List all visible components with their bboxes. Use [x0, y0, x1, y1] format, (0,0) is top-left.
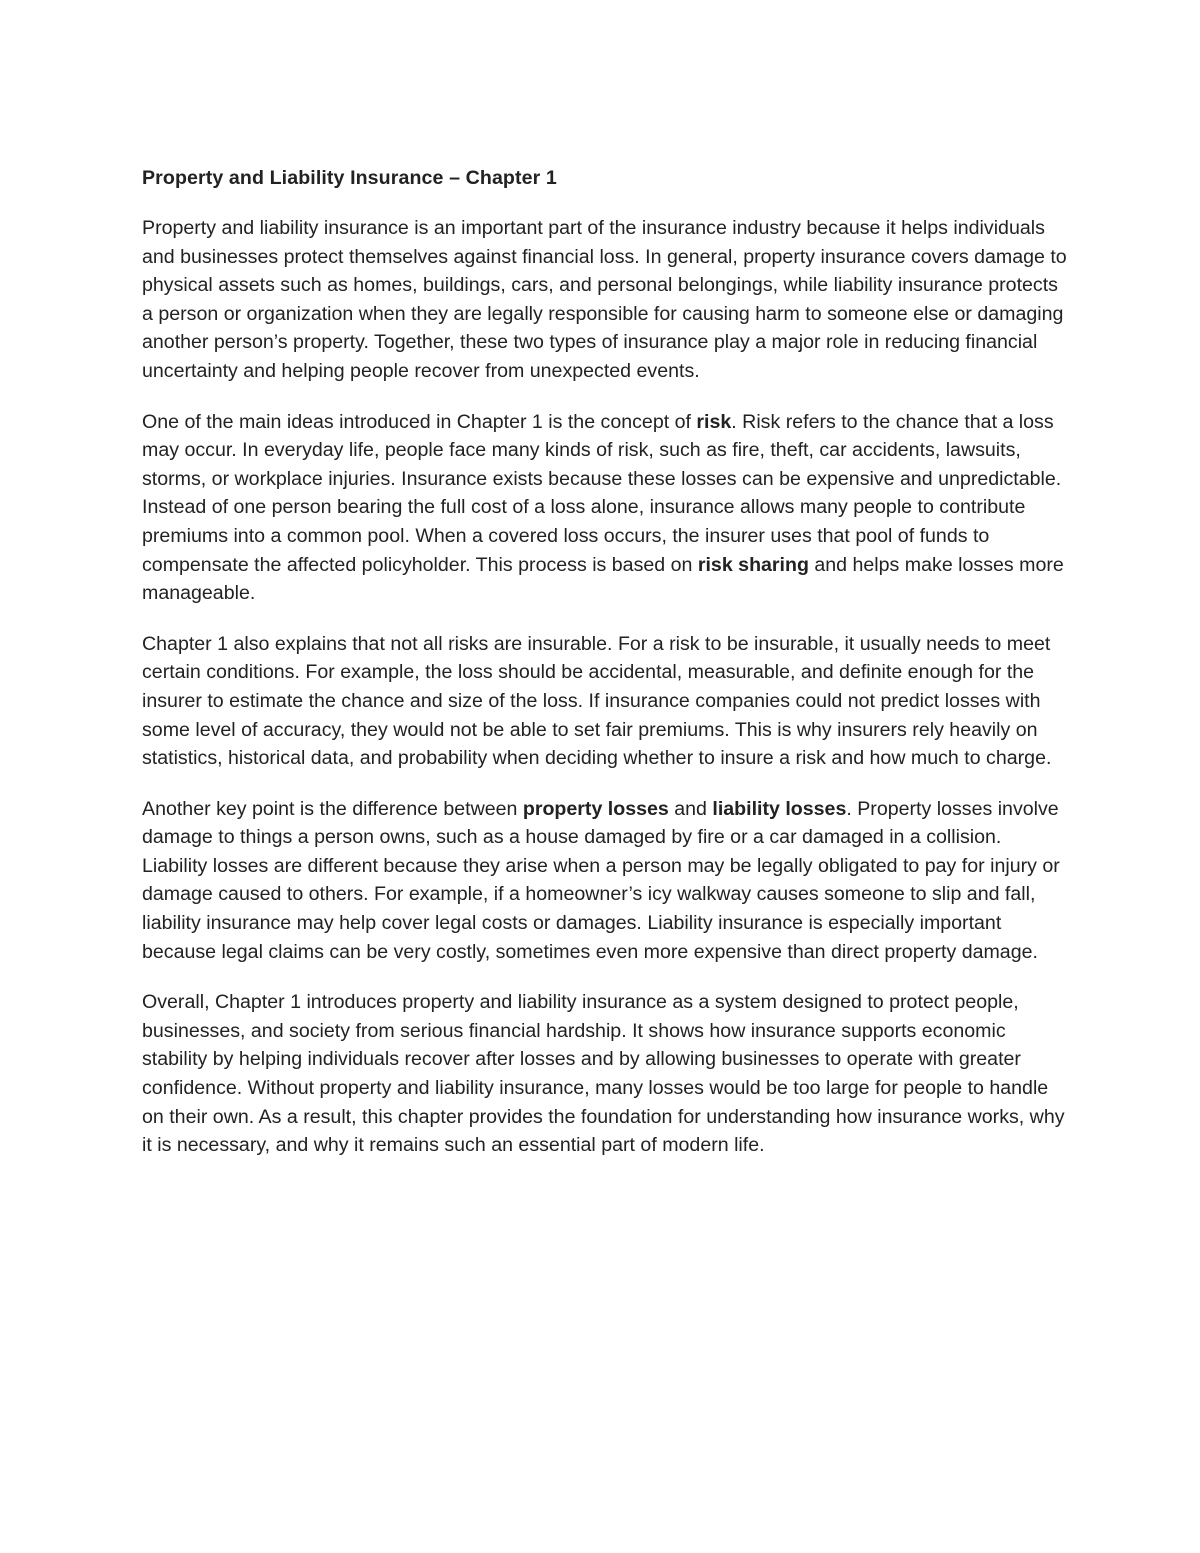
- paragraph-text: and helps make losses more manageable.: [142, 553, 1064, 605]
- paragraph-insurable-risks: Chapter 1 also explains that not all risks are insurable. For a risk to be insurable, it usually needs to meet certain conditions. For example, the loss should be accidental, measurable, and definite enough for the insurer to estimate the chance and size of the loss. If insurance companies could not predict losses with some level of accuracy, they would not be able to set fair premiums. This is why insurers rely heavily on statistics, historical data, and probability when deciding whether to insure a risk and how much to charge.: [142, 632, 1052, 770]
- paragraph-text: and: [668, 797, 713, 820]
- paragraph-conclusion: Overall, Chapter 1 introduces property and liability insurance as a system designed to protect people, businesses, and society from serious financial hardship. It shows how insurance supports economic stability by helping individuals recover after losses and by allowing businesses to operate with greater confidence. Without property and liability insurance, many losses would be too large for people to handle on their own. As a result, this chapter provides the foundation for understanding how insurance works, why it is necessary, and why it remains such an essential part of modern life.: [142, 991, 1065, 1157]
- bold-term-risk-sharing: risk sharing: [697, 553, 809, 576]
- bold-term-risk: risk: [696, 410, 732, 433]
- paragraph-text: . Risk refers to the chance that a loss may occur. In everyday life, people face many kinds of risk, such as fire, theft, car accidents, lawsuits, storms, or workplace injuries. Insurance exists because these losses can be expensive and unpredictable. Instead of one person bearing the full cost of a loss alone, insurance allows many people to contribute premiums into a common pool. When a covered loss occurs, the insurer uses that pool of funds to compensate the affected policyholder. This process is based on: [142, 410, 1062, 576]
- bold-term-property-losses: property losses: [522, 797, 669, 820]
- paragraph-loss-types: [142, 795, 1067, 967]
- bold-term-liability-losses: liability losses: [712, 797, 847, 820]
- paragraph-text: Another key point is the difference between: [142, 797, 523, 820]
- document-body: [142, 162, 1067, 1182]
- paragraph-intro: Property and liability insurance is an important part of the insurance industry because it helps individuals and businesses protect themselves against financial loss. In general, property insurance covers damage to physical assets such as homes, buildings, cars, and personal belongings, while liability insurance protects a person or organization when they are legally responsible for causing harm to someone else or damaging another person’s property. Together, these two types of insurance play a major role in reducing financial uncertainty and helping people recover from unexpected events.: [142, 217, 1067, 382]
- paragraph-text: . Property losses involve damage to things a person owns, such as a house damaged by fire or a car damaged in a collision. Liability losses are different because they arise when a person may be legally obligated to pay for injury or damage caused to others. For example, if a homeowner’s icy walkway causes someone to slip and fall, liability insurance may help cover legal costs or damages. Liability insurance is especially important because legal claims can be very costly, sometimes even more expensive than direct property damage.: [142, 797, 1060, 963]
- document-title: Property and Liability Insurance – Chapter 1: [142, 167, 557, 189]
- paragraph-risk: [142, 408, 1067, 608]
- paragraph-text: One of the main ideas introduced in Chapter 1 is the concept of: [142, 410, 697, 433]
